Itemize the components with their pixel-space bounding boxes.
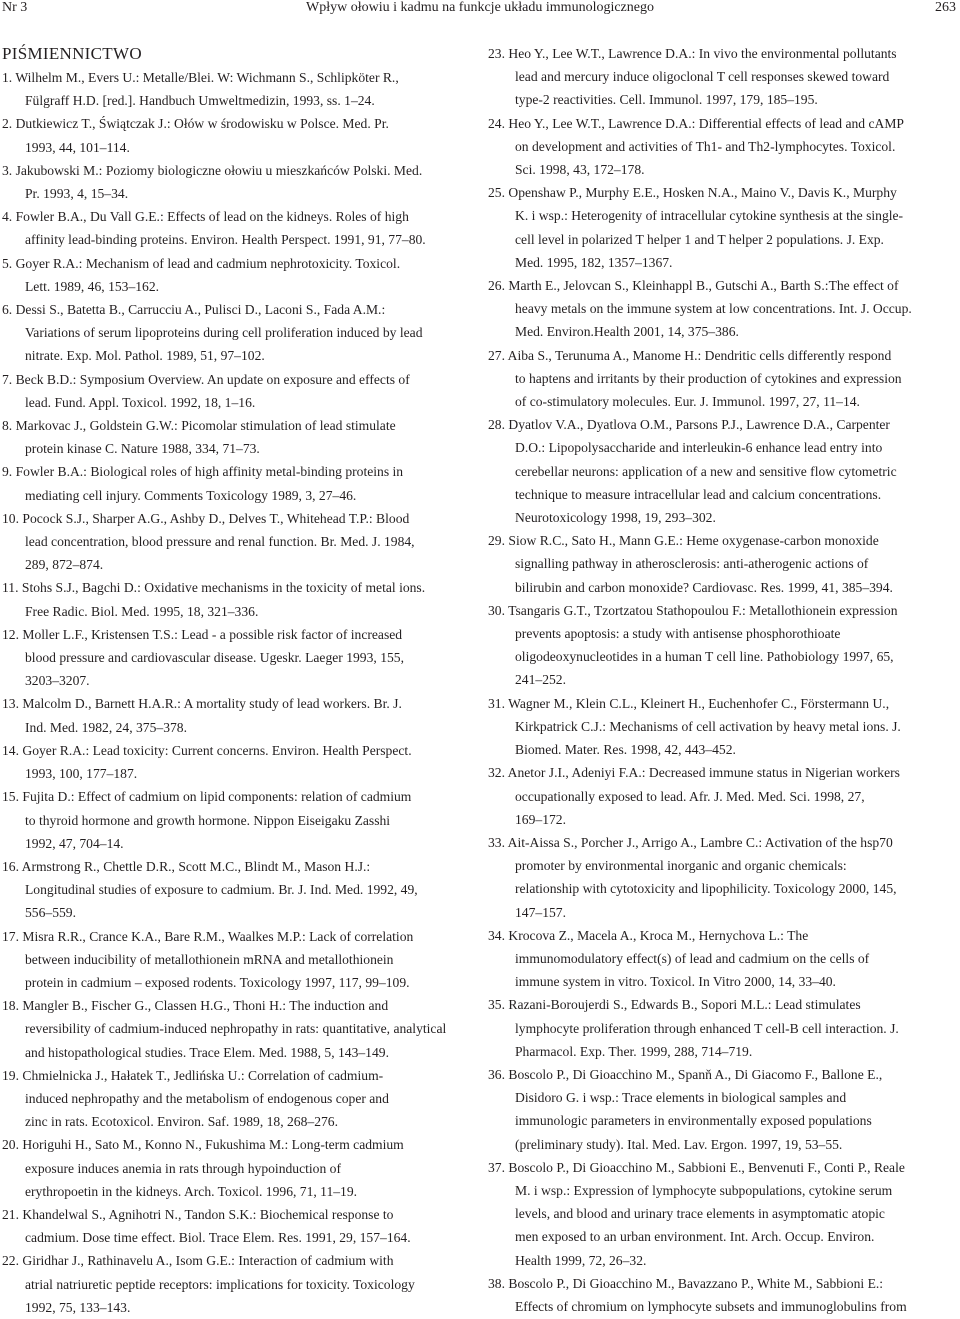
reference-line: Neurotoxicology 1998, 19, 293–302.: [515, 510, 716, 526]
reference-line: bilirubin and carbon monoxide? Cardiovasc. Res. 1999, 41, 385–394.: [515, 579, 893, 595]
reference-line: 1992, 75, 133–143.: [25, 1299, 131, 1315]
reference-line: 7. Beck B.D.: Symposium Overview. An update on exposure and effects of: [2, 371, 410, 387]
reference-entry: [488, 993, 958, 1063]
reference-line: 30. Tsangaris G.T., Tzortzatou Stathopoulou F.: Metallothionein expression: [488, 602, 898, 618]
reference-line: 289, 872–874.: [25, 557, 104, 573]
reference-line: lead and mercury induce oligoclonal T cell responses skewed toward: [515, 69, 890, 85]
reference-entry: [2, 298, 468, 368]
reference-line: 26. Marth E., Jelovcan S., Kleinhappl B., Gutschi A., Barth S.:The effect of: [488, 278, 899, 294]
reference-line: 34. Krocova Z., Macela A., Kroca M., Hernychova L.: The: [488, 927, 809, 943]
reference-line: Health 1999, 72, 26–32.: [515, 1252, 647, 1268]
reference-line: Pharmacol. Exp. Ther. 1999, 288, 714–719.: [515, 1043, 753, 1059]
reference-line: cell level in polarized T helper 1 and T helper 2 populations. J. Exp.: [515, 231, 884, 247]
reference-entry: [488, 761, 958, 831]
reference-line: type-2 reactivities. Cell. Immunol. 1997, 179, 185–195.: [515, 92, 818, 108]
reference-entry: [488, 599, 958, 692]
reference-entry: [488, 1063, 958, 1156]
reference-line: 3. Jakubowski M.: Poziomy biologiczne ołowiu u mieszkańców Polski. Med.: [2, 162, 423, 178]
reference-line: 10. Pocock S.J., Sharper A.G., Ashby D., Delves T., Whitehead T.P.: Blood: [2, 510, 410, 526]
references-right-column: [488, 42, 958, 1318]
reference-line: 36. Boscolo P., Di Gioacchino M., Spanň A., Di Giacomo F., Ballone E.,: [488, 1066, 883, 1082]
reference-entry: [488, 1272, 958, 1318]
reference-line: 31. Wagner M., Klein C.L., Kleinert H., Euchenhofer C., Förstermann U.,: [488, 695, 890, 711]
reference-line: to thyroid hormone and growth hormone. Nippon Eiseigaku Zasshi: [25, 812, 391, 828]
reference-line: oligodeoxynucleotides in a human T cell line. Pathobiology 1997, 65,: [515, 649, 894, 665]
reference-line: protein kinase C. Nature 1988, 334, 71–73.: [25, 441, 260, 457]
running-title: Wpływ ołowiu i kadmu na funkcje układu immunologicznego: [306, 0, 654, 15]
reference-line: Effects of chromium on lymphocyte subsets and immunoglobulins from: [515, 1298, 907, 1314]
reference-line: levels, and blood and urinary trace elements in asymptomatic atopic: [515, 1206, 885, 1222]
reference-line: cerebellar neurons: application of a new and sensitive flow cytometric: [515, 463, 897, 479]
reference-line: mediating cell injury. Comments Toxicology 1989, 3, 27–46.: [25, 487, 357, 503]
reference-line: exposure induces anemia in rats through hypoinduction of: [25, 1160, 341, 1176]
reference-line: M. i wsp.: Expression of lymphocyte subpopulations, cytokine serum: [515, 1182, 893, 1198]
reference-line: immunologic parameters in environmentally exposed populations: [515, 1113, 872, 1129]
reference-line: 22. Giridhar J., Rathinavelu A., Isom G.E.: Interaction of cadmium with: [2, 1253, 394, 1269]
reference-entry: [2, 1203, 468, 1249]
reference-line: protein in cadmium – exposed rodents. Toxicology 1997, 117, 99–109.: [25, 974, 410, 990]
reference-line: lead. Fund. Appl. Toxicol. 1992, 18, 1–16.: [25, 394, 256, 410]
reference-line: 13. Malcolm D., Barnett H.A.R.: A mortality study of lead workers. Br. J.: [2, 696, 402, 712]
reference-line: 1992, 47, 704–14.: [25, 835, 124, 851]
reference-line: Free Radic. Biol. Med. 1995, 18, 321–336.: [25, 603, 259, 619]
reference-line: induced nephropathy and the metabolism of endogenous coper and: [25, 1090, 389, 1106]
reference-line: Lett. 1989, 46, 153–162.: [25, 278, 160, 294]
reference-line: 14. Goyer R.A.: Lead toxicity: Current concerns. Environ. Health Perspect.: [2, 742, 412, 758]
reference-entry: [2, 1064, 468, 1134]
reference-line: 33. Ait-Aissa S., Porcher J., Arrigo A., Lambre C.: Activation of the hsp70: [488, 834, 893, 850]
reference-line: K. i wsp.: Heterogenity of intracellular cytokine synthesis at the single-: [515, 208, 904, 224]
reference-entry: [2, 252, 468, 298]
reference-entry: [488, 924, 958, 994]
reference-entry: [2, 1133, 468, 1203]
reference-line: signalling pathway in atherosclerosis: anti-atherogenic actions of: [515, 556, 869, 572]
reference-line: 20. Horiguhi H., Sato M., Konno N., Fukushima M.: Long-term cadmium: [2, 1137, 404, 1153]
reference-entry: [488, 274, 958, 344]
reference-line: 2. Dutkiewicz T., Świątczak J.: Ołów w środowisku w Polsce. Med. Pr.: [2, 116, 389, 132]
reference-line: 28. Dyatlov V.A., Dyatlova O.M., Parsons P.J., Lawrence D.A., Carpenter: [488, 417, 890, 433]
reference-entry: [488, 1156, 958, 1272]
reference-line: affinity lead-binding proteins. Environ. Health Perspect. 1991, 91, 77–80.: [25, 232, 426, 248]
reference-entry: [488, 831, 958, 924]
page-number: 263: [935, 0, 956, 15]
reference-line: heavy metals on the immune system at low concentrations. Int. J. Occup.: [515, 301, 912, 317]
reference-line: 23. Heo Y., Lee W.T., Lawrence D.A.: In vivo the environmental pollutants: [488, 46, 897, 61]
running-header: [0, 0, 960, 24]
reference-line: 241–252.: [515, 672, 566, 688]
reference-line: on development and activities of Th1- and Th2-lymphocytes. Toxicol.: [515, 138, 896, 154]
reference-line: immune system in vitro. Toxicol. In Vitro 2000, 14, 33–40.: [515, 974, 836, 990]
reference-line: 27. Aiba S., Terunuma A., Manome H.: Dendritic cells differently respond: [488, 347, 892, 363]
reference-line: 3203–3207.: [25, 673, 90, 689]
reference-line: 1993, 44, 101–114.: [25, 139, 130, 155]
reference-entry: [2, 460, 468, 506]
reference-line: 9. Fowler B.A.: Biological roles of high affinity metal-binding proteins in: [2, 464, 404, 480]
references-left-column: [2, 66, 468, 1319]
reference-line: promoter by environmental inorganic and organic chemicals:: [515, 858, 847, 874]
reference-line: 18. Mangler B., Fischer G., Classen H.G., Thoni H.: The induction and: [2, 998, 389, 1014]
reference-line: 19. Chmielnicka J., Hałatek T., Jedlińska U.: Correlation of cadmium-: [2, 1067, 384, 1083]
reference-entry: [2, 414, 468, 460]
references-heading: PIŚMIENNICTWO: [2, 44, 142, 63]
reference-entry: [488, 344, 958, 414]
reference-entry: [2, 785, 468, 855]
reference-line: erythropoetin in the kidneys. Arch. Toxicol. 1996, 71, 11–19.: [25, 1183, 358, 1199]
reference-line: 1. Wilhelm M., Evers U.: Metalle/Blei. W: Wichmann S., Schlipköter R.,: [2, 70, 399, 85]
reference-line: nitrate. Exp. Mol. Pathol. 1989, 51, 97–102.: [25, 348, 265, 364]
reference-entry: [2, 994, 468, 1064]
reference-line: Sci. 1998, 43, 172–178.: [515, 162, 645, 178]
reference-line: 38. Boscolo P., Di Gioacchino M., Bavazzano P., White M., Sabbioni E.:: [488, 1275, 884, 1291]
issue-number: Nr 3: [2, 0, 28, 15]
reference-line: cadmium. Dose time effect. Biol. Trace Elem. Res. 1991, 29, 157–164.: [25, 1230, 411, 1246]
reference-line: technique to measure intracellular lead and calcium concentrations.: [515, 486, 882, 502]
reference-entry: [2, 925, 468, 995]
reference-line: atrial natriuretic peptide receptors: implications for toxicity. Toxicology: [25, 1276, 415, 1292]
reference-line: Disidoro G. i wsp.: Trace elements in biological samples and: [515, 1090, 847, 1106]
reference-line: 12. Moller L.F., Kristensen T.S.: Lead - a possible risk factor of increased: [2, 626, 403, 642]
reference-line: Kirkpatrick C.J.: Mechanisms of cell activation by heavy metal ions. J.: [515, 718, 901, 734]
reference-line: men exposed to an urban environment. Int. Arch. Occup. Environ.: [515, 1229, 875, 1245]
reference-line: Pr. 1993, 4, 15–34.: [25, 186, 129, 202]
reference-line: 17. Misra R.R., Crance K.A., Bare R.M., Waalkes M.P.: Lack of correlation: [2, 928, 414, 944]
reference-line: Longitudinal studies of exposure to cadmium. Br. J. Ind. Med. 1992, 49,: [25, 882, 418, 898]
reference-line: 29. Siow R.C., Sato H., Mann G.E.: Heme oxygenase-carbon monoxide: [488, 533, 879, 549]
reference-entry: [2, 576, 468, 622]
reference-entry: [2, 855, 468, 925]
reference-entry: [488, 181, 958, 274]
reference-line: Biomed. Mater. Res. 1998, 42, 443–452.: [515, 742, 736, 758]
reference-line: between inducibility of metallothionein mRNA and metallothionein: [25, 951, 394, 967]
reference-entry: [2, 692, 468, 738]
reference-line: zinc in rats. Ecotoxicol. Environ. Saf. 1989, 18, 268–276.: [25, 1114, 338, 1130]
reference-entry: [2, 205, 468, 251]
reference-line: 4. Fowler B.A., Du Vall G.E.: Effects of lead on the kidneys. Roles of high: [2, 209, 409, 225]
reference-entry: [488, 529, 958, 599]
reference-line: 35. Razani-Boroujerdi S., Edwards B., Sopori M.L.: Lead stimulates: [488, 997, 861, 1013]
reference-line: (preliminary study). Ital. Med. Lav. Ergon. 1997, 19, 53–55.: [515, 1136, 843, 1152]
reference-entry: [2, 739, 468, 785]
reference-entry: [2, 507, 468, 577]
reference-entry: [2, 623, 468, 693]
reference-line: 1993, 100, 177–187.: [25, 766, 138, 782]
reference-line: relationship with cytotoxicity and lipophilicity. Toxicology 2000, 145,: [515, 881, 897, 897]
reference-entry: [2, 66, 468, 112]
reference-line: 21. Khandelwal S., Agnihotri N., Tandon S.K.: Biochemical response to: [2, 1206, 394, 1222]
reference-line: of co-stimulatory molecules. Eur. J. Immunol. 1997, 27, 11–14.: [515, 394, 860, 410]
reference-line: 16. Armstrong R., Chettle D.R., Scott M.C., Blindt M., Mason H.J.:: [2, 858, 371, 874]
reference-line: Variations of serum lipoproteins during cell proliferation induced by lead: [25, 325, 423, 341]
reference-line: Ind. Med. 1982, 24, 375–378.: [25, 719, 187, 735]
reference-line: 15. Fujita D.: Effect of cadmium on lipid components: relation of cadmium: [2, 789, 412, 805]
reference-entry: [488, 112, 958, 182]
reference-entry: [488, 413, 958, 529]
reference-line: blood pressure and cardiovascular disease. Ugeskr. Laeger 1993, 155,: [25, 650, 404, 666]
reference-line: Med. Environ.Health 2001, 14, 375–386.: [515, 324, 739, 340]
reference-entry: [2, 1249, 468, 1319]
reference-line: and histopathological studies. Trace Elem. Med. 1988, 5, 143–149.: [25, 1044, 389, 1060]
reference-line: lymphocyte proliferation through enhanced T cell-B cell interaction. J.: [515, 1020, 899, 1036]
reference-entry: [2, 368, 468, 414]
reference-line: prevents apoptosis: a study with antisense phosphorothioate: [515, 626, 841, 642]
reference-line: reversibility of cadmium-induced nephropathy in rats: quantitative, analytical: [25, 1021, 447, 1037]
reference-line: to haptens and irritants by their production of cytokines and expression: [515, 370, 902, 386]
reference-line: 25. Openshaw P., Murphy E.E., Hosken N.A., Maino V., Davis K., Murphy: [488, 185, 897, 201]
reference-line: 11. Stohs S.J., Bagchi D.: Oxidative mechanisms in the toxicity of metal ions.: [2, 580, 426, 596]
reference-line: occupationally exposed to lead. Afr. J. Med. Med. Sci. 1998, 27,: [515, 788, 865, 804]
reference-line: Med. 1995, 182, 1357–1367.: [515, 254, 673, 270]
reference-line: 32. Anetor J.I., Adeniyi F.A.: Decreased immune status in Nigerian workers: [488, 765, 900, 781]
reference-line: 6. Dessi S., Batetta B., Carrucciu A., Pulisci D., Laconi S., Fada A.M.:: [2, 302, 386, 318]
reference-line: 24. Heo Y., Lee W.T., Lawrence D.A.: Differential effects of lead and cAMP: [488, 115, 904, 131]
reference-line: lead concentration, blood pressure and renal function. Br. Med. J. 1984,: [25, 534, 415, 550]
reference-line: 5. Goyer R.A.: Mechanism of lead and cadmium nephrotoxicity. Toxicol.: [2, 255, 401, 271]
reference-line: 37. Boscolo P., Di Gioacchino M., Sabbioni E., Benvenuti F., Conti P., Reale: [488, 1159, 905, 1175]
reference-entry: [2, 159, 468, 205]
reference-entry: [488, 42, 958, 112]
reference-line: 8. Markovac J., Goldstein G.W.: Picomolar stimulation of lead stimulate: [2, 418, 396, 434]
reference-line: D.O.: Lipopolysaccharide and interleukin-6 enhance lead entry into: [515, 440, 883, 456]
reference-line: immunomodulatory effect(s) of lead and cadmium on the cells of: [515, 950, 870, 966]
reference-line: Fülgraff H.D. [red.]. Handbuch Umweltmedizin, 1993, ss. 1–24.: [25, 93, 375, 109]
reference-entry: [488, 692, 958, 762]
reference-line: 556–559.: [25, 905, 76, 921]
reference-line: 169–172.: [515, 811, 566, 827]
reference-entry: [2, 112, 468, 158]
reference-line: 147–157.: [515, 904, 566, 920]
